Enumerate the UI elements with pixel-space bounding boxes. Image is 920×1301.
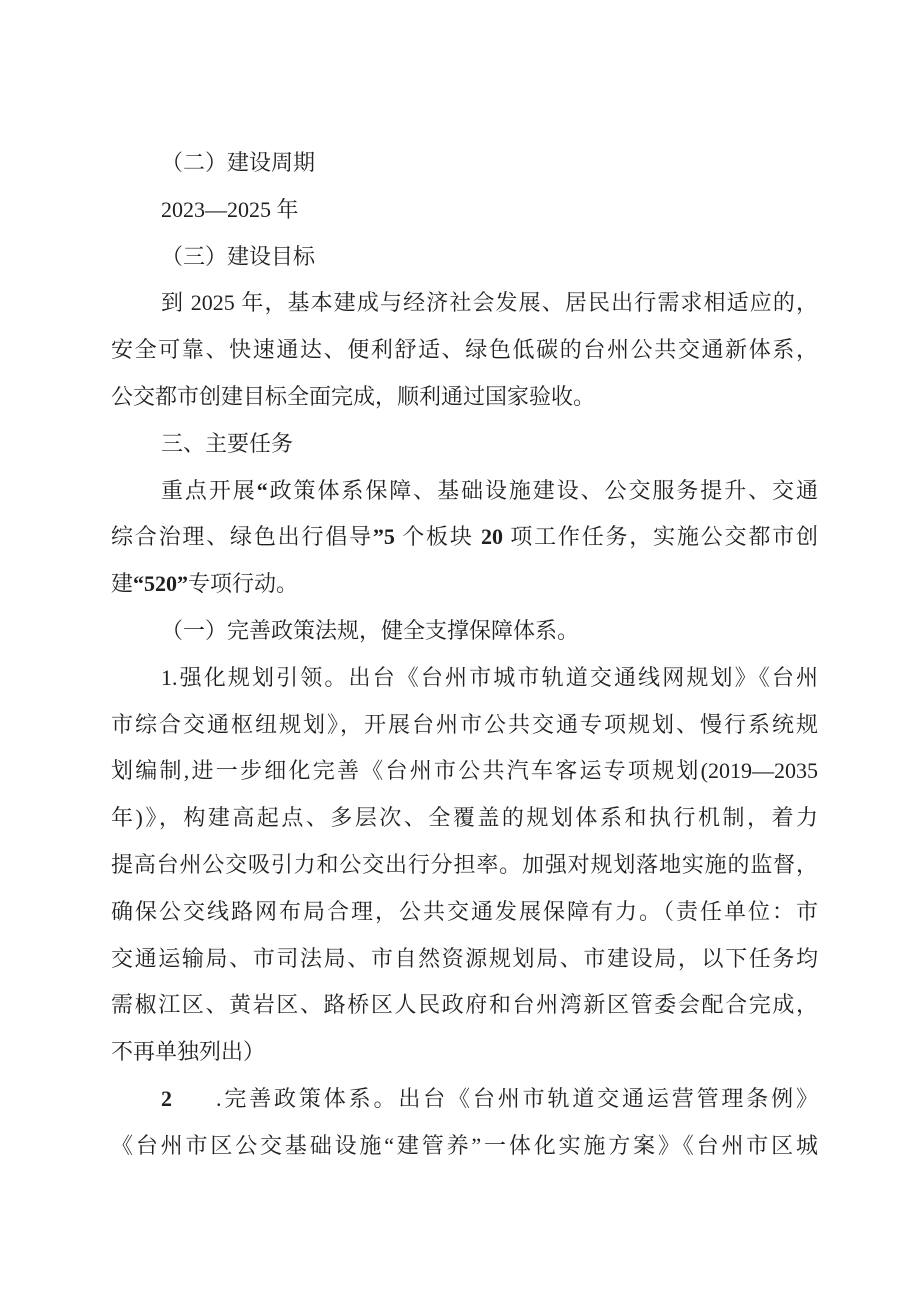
text-line — [111, 327, 818, 374]
text-line — [111, 702, 818, 749]
paragraph-body — [111, 187, 818, 234]
paragraph-body — [111, 655, 818, 1076]
text-line — [111, 936, 818, 983]
text-run: 重点开展 — [161, 477, 257, 503]
text-line — [111, 842, 818, 889]
text-run: 建 — [111, 571, 134, 597]
text-run: （一）完善政策法规，健全支撑保障体系。 — [161, 617, 580, 643]
text-line — [111, 234, 818, 281]
paragraph-subheading — [111, 140, 818, 187]
text-run: 提高台州公交吸引力和公交出行分担率。加强对规划落地实施的监督， — [111, 851, 818, 877]
text-run: 划编制,进一步细化完善《台州市公共汽车客运专项规划(2019—2035 — [111, 758, 818, 784]
text-run: 确保公交线路网布局合理，公共交通发展保障有力。（责任单位：市 — [111, 898, 818, 924]
text-line — [111, 1076, 818, 1123]
text-run: （二）建设周期 — [161, 150, 316, 175]
text-run: 《台州市区公交基础设施“建管养”一体化实施方案》《台州市区城 — [111, 1132, 818, 1158]
text-run: 安全可靠、快速通达、便利舒适、绿色低碳的台州公共交通新体系， — [111, 337, 818, 363]
text-run: 专项行动。 — [188, 571, 299, 597]
bold-text-run: “ — [256, 477, 268, 503]
text-run: 个板块 — [394, 524, 481, 550]
text-line — [111, 608, 818, 655]
text-run: 政策体系保障、基础设施建设、公交服务提升、交通 — [267, 477, 818, 503]
bold-text-run: ”5 — [372, 524, 395, 550]
text-line — [111, 1123, 818, 1170]
text-line — [111, 982, 818, 1029]
text-run: 2023—2025 年 — [161, 196, 299, 222]
text-line — [111, 1029, 818, 1076]
paragraph-body — [111, 1076, 818, 1170]
text-run: 不再单独列出） — [111, 1039, 266, 1065]
bold-text-run: 2 — [161, 1085, 172, 1111]
text-run: （三）建设目标 — [161, 243, 316, 269]
paragraph-body — [111, 468, 818, 608]
text-line — [111, 514, 818, 561]
paragraph-body — [111, 280, 818, 420]
document-text-block — [111, 140, 818, 1170]
text-run: 年)》，构建高起点、多层次、全覆盖的规划体系和执行机制，着力 — [111, 805, 818, 831]
text-line — [111, 187, 818, 234]
text-run: 需椒江区、黄岩区、路桥区人民政府和台州湾新区管委会配合完成， — [111, 992, 818, 1018]
text-line — [111, 140, 818, 187]
text-line — [111, 468, 818, 515]
text-line — [111, 889, 818, 936]
text-run: 交通运输局、市司法局、市自然资源规划局、市建设局，以下任务均 — [111, 945, 818, 971]
paragraph-subheading — [111, 608, 818, 655]
text-run: 1.强化规划引领。出台《台州市城市轨道交通线网规划》《台州 — [161, 664, 818, 690]
text-line — [111, 655, 818, 702]
bold-text-run: “520” — [133, 571, 189, 597]
text-line — [111, 561, 818, 608]
text-run: 三、主要任务 — [161, 430, 294, 456]
text-line — [111, 421, 818, 468]
paragraph-heading — [111, 421, 818, 468]
text-run: 到 2025 年，基本建成与经济社会发展、居民出行需求相适应的， — [161, 290, 818, 316]
text-run: 公交都市创建目标全面完成，顺利通过国家验收。 — [111, 383, 596, 409]
text-line — [111, 795, 818, 842]
paragraph-subheading — [111, 234, 818, 281]
bold-text-run: 20 — [480, 524, 503, 550]
text-line — [111, 748, 818, 795]
text-line — [111, 280, 818, 327]
text-run: 项工作任务，实施公交都市创 — [502, 524, 818, 550]
text-run: 市综合交通枢纽规划》，开展台州市公共交通专项规划、慢行系统规 — [111, 711, 818, 737]
text-run: 综合治理、绿色出行倡导 — [111, 524, 373, 550]
text-run: .完善政策体系。出台《台州市轨道交通运营管理条例》 — [216, 1085, 818, 1111]
text-line — [111, 374, 818, 421]
